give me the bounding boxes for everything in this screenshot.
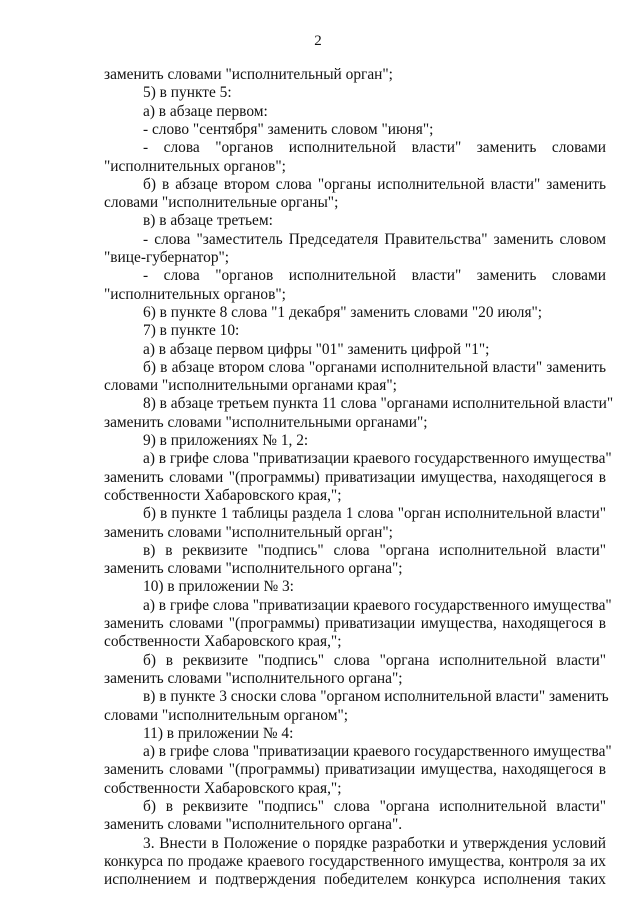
text-line: заменить словами "(программы) приватизации имущества, находящегося в (104, 615, 606, 632)
text-line: а) в грифе слова "приватизации краевого государственного имущества" (143, 450, 612, 468)
text-line: заменить словами "исполнительный орган"; (104, 66, 393, 83)
text-line: заменить словами "исполнительного органа". (104, 816, 403, 834)
page-number: 2 (314, 33, 322, 49)
text-line: словами "исполнительными органами края"; (104, 377, 397, 395)
text-line: б) в абзаце втором слова "органами исполнительной власти" заменить (143, 358, 606, 376)
text-line: а) в грифе слова "приватизации краевого государственного имущества" (143, 596, 612, 614)
text-line: в) в реквизите "подпись" слова "органа исполнительной власти" (143, 541, 606, 559)
text-line: заменить словами "(программы) приватизации имущества, находящегося в (104, 761, 606, 779)
text-line: а) в грифе слова "приватизации краевого государственного имущества" (143, 743, 612, 761)
text-line: 6) в пункте 8 слова "1 декабря" заменить словами "20 июля"; (143, 303, 543, 321)
text-line: - слова "органов исполнительной власти" заменить словами (143, 139, 606, 157)
text-line: "исполнительных органов"; (104, 285, 286, 303)
text-line: словами "исполнительным органом"; (104, 706, 349, 724)
text-line: а) в абзаце первом цифры "01" заменить цифрой "1"; (143, 340, 490, 358)
text-line: б) в пункте 1 таблицы раздела 1 слова "орган исполнительной власти" (143, 505, 606, 523)
text-line: - слово "сентября" заменить словом "июня"; (143, 120, 434, 138)
text-line: а) в абзаце первом: (143, 102, 268, 120)
text-line: в) в абзаце третьем: (143, 212, 273, 230)
text-line: "исполнительных органов"; (104, 157, 286, 175)
text-line: 7) в пункте 10: (143, 322, 240, 340)
text-line: - слова "заместитель Председателя Правительства" заменить словом (143, 230, 606, 248)
text-line: 8) в абзаце третьем пункта 11 слова "органами исполнительной власти" (143, 395, 614, 413)
text-line: "вице-губернатор"; (104, 249, 230, 266)
text-line: собственности Хабаровского края,"; (104, 633, 342, 651)
text-line: - слова "органов исполнительной власти" заменить словами (143, 267, 606, 285)
text-line: б) в абзаце втором слова "органы исполнительной власти" заменить (143, 175, 606, 193)
text-line: 3. Внести в Положение о порядке разработки и утверждения условий (143, 834, 606, 852)
text-line: б) в реквизите "подпись" слова "органа исполнительной власти" (143, 798, 606, 815)
text-line: 5) в пункте 5: (143, 84, 232, 102)
text-line: заменить словами "исполнительный орган"; (104, 523, 393, 541)
text-line: конкурса по продаже краевого государственного имущества, контроля за их (104, 852, 606, 870)
text-line: 9) в приложениях № 1, 2: (143, 432, 309, 449)
text-line: собственности Хабаровского края,"; (104, 486, 342, 504)
text-line: в) в пункте 3 сноски слова "органом исполнительной власти" заменить (143, 688, 609, 706)
text-line: исполнением и подтверждения победителем конкурса исполнения таких (104, 871, 606, 889)
text-line: б) в реквизите "подпись" слова "органа исполнительной власти" (143, 651, 606, 669)
text-line: 11) в приложении № 4: (143, 724, 294, 742)
text-line: словами "исполнительные органы"; (104, 194, 339, 212)
text-line: заменить словами "исполнительного органа"; (104, 560, 403, 578)
text-line: заменить словами "исполнительного органа"; (104, 669, 403, 687)
text-line: заменить словами "(программы) приватизации имущества, находящегося в (104, 468, 606, 486)
text-line: собственности Хабаровского края,"; (104, 779, 342, 797)
text-line: заменить словами "исполнительными органами"; (104, 413, 428, 431)
text-line: 10) в приложении № 3: (143, 578, 294, 596)
